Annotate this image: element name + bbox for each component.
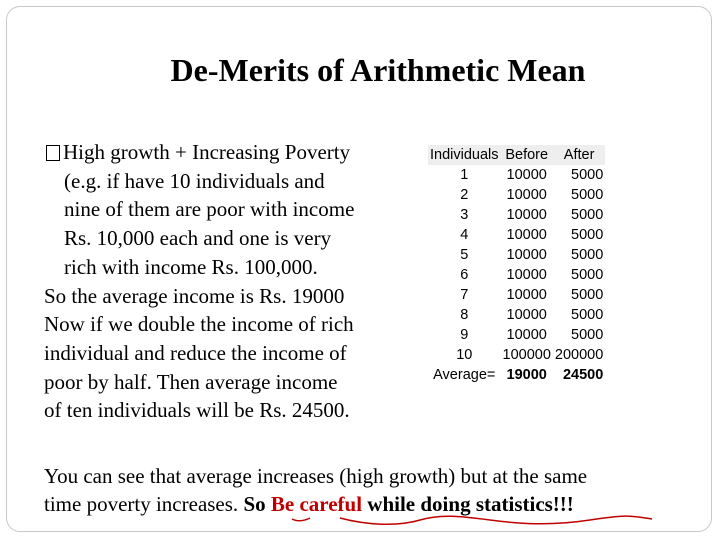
text-line: of ten individuals will be Rs. 24500. — [44, 398, 350, 423]
cell-before: 10000 — [506, 167, 547, 183]
cell-after: 5000 — [571, 267, 604, 283]
cell-before: 10000 — [506, 187, 547, 203]
explanation-text — [44, 138, 409, 425]
indented-line: Rs. 10,000 each and one is very — [64, 226, 332, 251]
text-line: Now if we double the income of rich — [44, 312, 354, 337]
cell-before: 10000 — [506, 327, 547, 343]
cell-before: 10000 — [506, 307, 547, 323]
header-before: Before — [501, 145, 553, 165]
cell-before: 10000 — [506, 247, 547, 263]
cell-individual: 8 — [460, 307, 469, 323]
text-line: So the average income is Rs. 19000 — [44, 283, 345, 308]
cell-after: 5000 — [571, 207, 604, 223]
cell-after: 200000 — [554, 347, 604, 363]
cell-individual: 9 — [460, 327, 469, 343]
average-after: 24500 — [562, 367, 604, 383]
cell-after: 5000 — [571, 227, 604, 243]
cell-before: 10000 — [506, 287, 547, 303]
cell-individual: 6 — [460, 267, 469, 283]
cell-before: 100000 — [502, 347, 551, 363]
cell-individual: 2 — [460, 187, 469, 203]
cell-after: 5000 — [571, 287, 604, 303]
indented-line: nine of them are poor with income — [64, 197, 355, 222]
conclusion-line-2-start: time poverty increases. — [44, 492, 244, 516]
bullet-box-icon — [46, 145, 60, 161]
cell-after: 5000 — [571, 307, 604, 323]
average-before: 19000 — [506, 367, 547, 383]
be-careful-text: Be careful — [270, 492, 363, 516]
so-word: So — [243, 492, 271, 516]
text-line: poor by half. Then average income — [44, 369, 338, 394]
cell-individual: 3 — [460, 207, 469, 223]
handwritten-underline-mark — [290, 510, 660, 528]
average-label: Average= — [433, 367, 496, 383]
header-individuals: Individuals — [430, 147, 499, 163]
header-after: After — [553, 145, 605, 165]
cell-before: 10000 — [506, 267, 547, 283]
table-row — [428, 285, 605, 305]
slide-title: De-Merits of Arithmetic Mean — [170, 52, 586, 88]
cell-before: 10000 — [506, 227, 547, 243]
table-row — [428, 265, 605, 285]
table-row — [428, 245, 605, 265]
cell-after: 5000 — [571, 167, 604, 183]
cell-after: 5000 — [571, 187, 604, 203]
cell-individual: 1 — [460, 167, 469, 183]
indented-line: rich with income Rs. 100,000. — [64, 254, 318, 279]
table-row — [428, 345, 605, 365]
table-row — [428, 305, 605, 325]
conclusion-line-2-end: while doing statistics!!! — [362, 492, 574, 516]
table-header-row — [428, 145, 605, 165]
conclusion-line-1: You can see that average increases (high growth) but at the same — [44, 464, 588, 488]
cell-before: 10000 — [506, 207, 547, 223]
bullet-text: High growth + Increasing Poverty — [63, 140, 351, 164]
text-line: individual and reduce the income of — [44, 340, 347, 365]
table-row — [428, 325, 605, 345]
table-row — [428, 205, 605, 225]
income-table — [428, 145, 605, 385]
table-row — [428, 225, 605, 245]
bullet-item — [44, 138, 409, 167]
cell-individual: 4 — [460, 227, 469, 243]
cell-individual: 5 — [460, 247, 469, 263]
cell-after: 5000 — [571, 247, 604, 263]
table-row — [428, 165, 605, 185]
cell-after: 5000 — [571, 327, 604, 343]
cell-individual: 7 — [460, 287, 469, 303]
cell-individual: 10 — [456, 347, 473, 363]
table-average-row — [428, 365, 605, 385]
table-row — [428, 185, 605, 205]
indented-line: (e.g. if have 10 individuals and — [64, 168, 325, 193]
